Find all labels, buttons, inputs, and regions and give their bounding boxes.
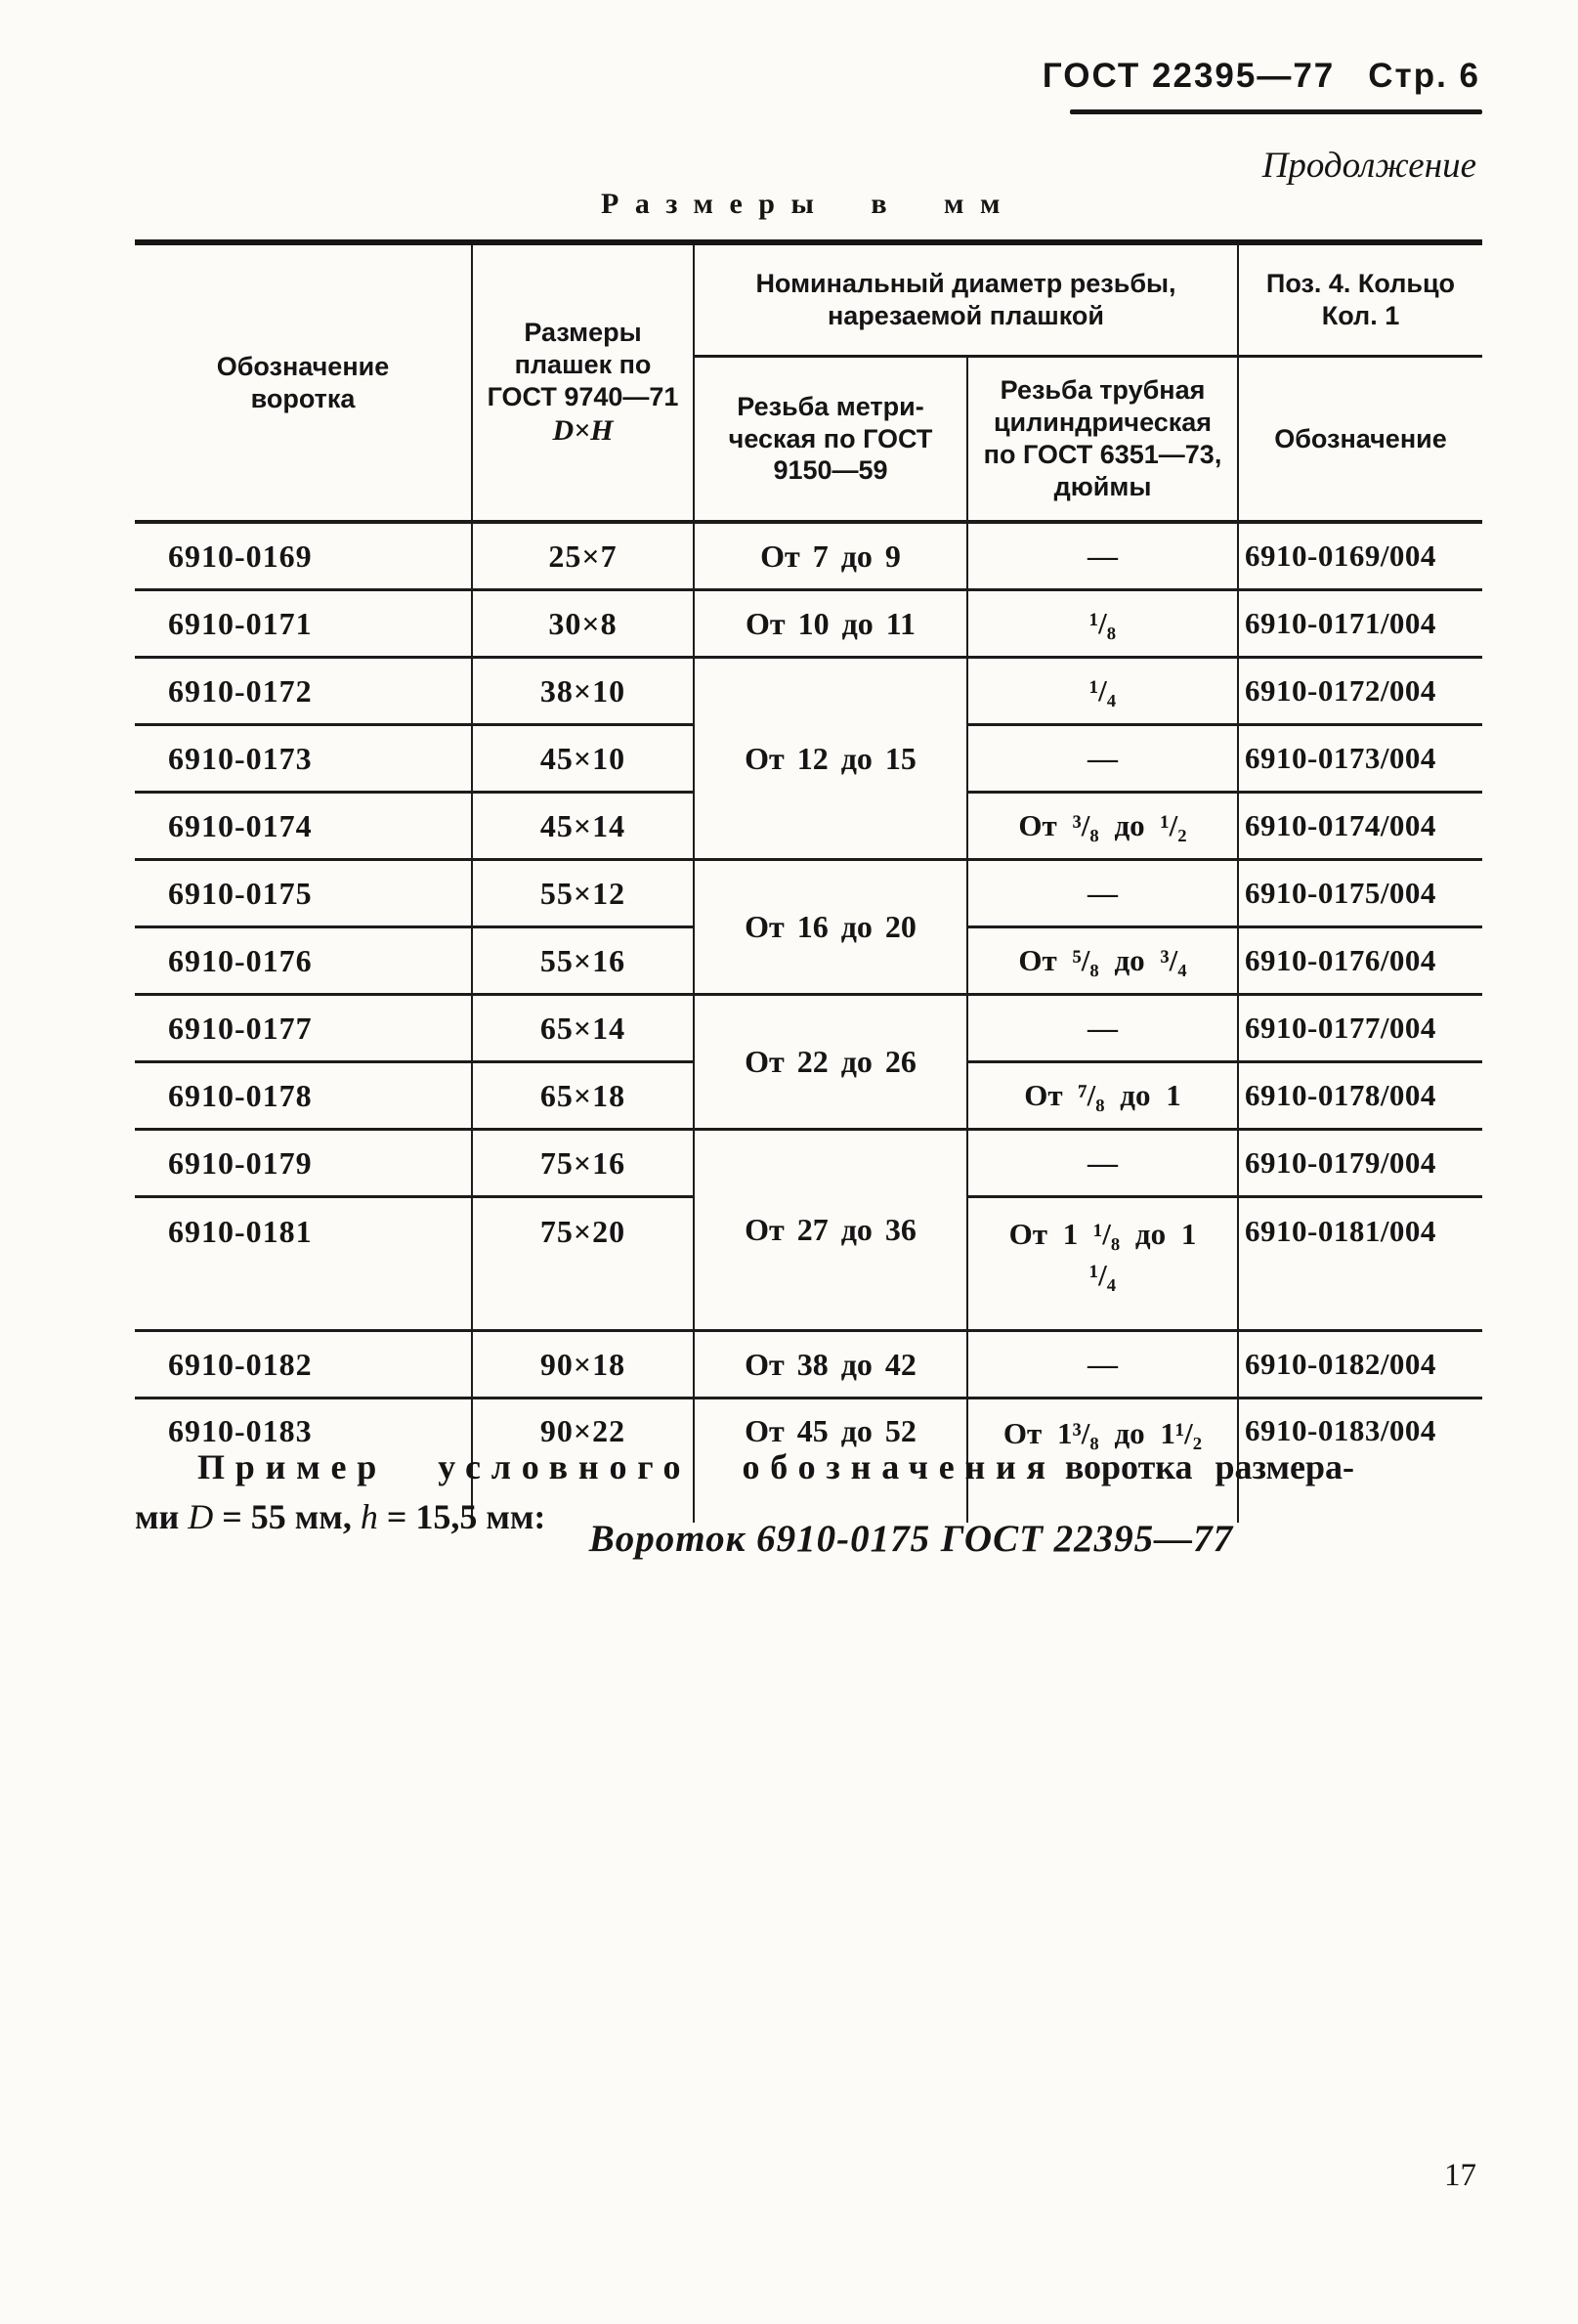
header-rule [1070,109,1482,114]
size-cell: 75×20 [472,1197,694,1331]
designation-cell: 6910-0179 [135,1130,472,1197]
gost-number: ГОСТ 22395—77 [1042,57,1336,95]
page-label: Стр. 6 [1368,57,1480,95]
ring-designation-cell: 6910-0181/004 [1238,1197,1482,1331]
col-header-ring-designation: Обозначение [1238,357,1482,523]
pipe-thread-cell: — [967,995,1238,1062]
pipe-thread-cell: — [967,725,1238,793]
designation-cell: 6910-0178 [135,1062,472,1130]
ring-designation-cell: 6910-0174/004 [1238,793,1482,860]
example-h-var: h [360,1497,378,1537]
header-text-line: 9150—59 [773,455,888,486]
example-intro-rest: воротка размера- [1064,1447,1354,1486]
pipe-thread-cell: — [967,1331,1238,1399]
header-text-line: ГОСТ 9740—71 [487,381,679,411]
size-cell: 55×12 [472,860,694,927]
example-line2-pre: ми [135,1497,189,1537]
header-text-line: Поз. 4. Кольцо [1265,269,1456,299]
header-text-line: нарезаемой плашкой [827,301,1104,330]
col-header-pipe-thread [967,357,1238,523]
col-header-die-sizes [472,242,694,522]
col-header-designation [135,242,472,522]
size-cell: 30×8 [472,590,694,658]
ring-designation-cell: 6910-0175/004 [1238,860,1482,927]
document-header [1043,57,1480,96]
ring-designation-cell: 6910-0182/004 [1238,1331,1482,1399]
size-cell: 90×22 [472,1399,694,1524]
ring-designation-cell: 6910-0171/004 [1238,590,1482,658]
size-cell: 55×16 [472,927,694,995]
metric-thread-cell: От 45 до 52 [694,1399,967,1524]
pipe-thread-cell: — [967,1130,1238,1197]
header-text-line: цилиндрическая [993,408,1213,438]
header-text-line: Резьба метри- [737,391,924,421]
header-text-line: Номинальный диаметр резьбы, [755,269,1176,299]
designation-cell: 6910-0174 [135,793,472,860]
header-row-1 [135,242,1482,357]
header-text-line: воротка [250,383,356,413]
example-d-val: = 55 мм, [213,1497,361,1537]
header-text-line: Кол. 1 [1321,301,1400,330]
metric-thread-cell: От 10 до 11 [694,590,967,658]
pipe-thread-cell: От 1³/₈ до 1¹/₂ [967,1399,1238,1524]
size-cell: 45×10 [472,725,694,793]
ring-designation-cell: 6910-0183/004 [1245,1413,1436,1447]
table-title: Размеры в мм [601,188,1016,220]
size-cell: 38×10 [472,658,694,725]
pipe-thread-cell: От ⁷/₈ до 1 [967,1062,1238,1130]
example-h-val: = 15,5 мм: [377,1497,546,1537]
example-designation: Вороток 6910-0175 ГОСТ 22395—77 [588,1518,1234,1560]
table-header [135,242,1482,522]
metric-thread-cell: От 38 до 42 [694,1331,967,1399]
designation-cell: 6910-0172 [135,658,472,725]
header-text-line: плашек по [514,349,652,379]
continuation-label: Продолжение [1261,146,1476,186]
designation-cell: 6910-0182 [135,1331,472,1399]
metric-thread-cell: От 7 до 9 [694,522,967,590]
dimensions-table [135,239,1482,1523]
ring-designation-cell: 6910-0179/004 [1238,1130,1482,1197]
table-row [135,1331,1482,1399]
designation-cell: 6910-0177 [135,995,472,1062]
designation-cell: 6910-0175 [135,860,472,927]
example-d-var: D [188,1497,214,1537]
ring-designation-cell: 6910-0169/004 [1238,522,1482,590]
ring-designation-cell: 6910-0172/004 [1238,658,1482,725]
size-cell: 45×14 [472,793,694,860]
pipe-thread-cell: От 1 ¹/₈ до 1 ¹/₄ [967,1197,1238,1331]
pipe-thread-cell: ¹/₈ [967,590,1238,658]
table-row [135,1130,1482,1197]
pipe-thread-cell: От ³/₈ до ¹/₂ [967,793,1238,860]
pipe-thread-cell: ¹/₄ [967,658,1238,725]
header-text-line: ческая по ГОСТ [728,423,933,453]
size-cell: 90×18 [472,1331,694,1399]
designation-cell: 6910-0171 [135,590,472,658]
col-header-nominal-diameter [694,242,1238,357]
page-number: 17 [1444,2158,1476,2193]
metric-thread-cell: От 12 до 15 [694,658,967,860]
col-header-pos4-ring [1238,242,1482,357]
metric-thread-cell: От 27 до 36 [694,1130,967,1331]
header-text-line: Размеры [524,317,642,347]
metric-thread-cell: От 22 до 26 [694,995,967,1130]
table-row [135,860,1482,927]
ring-designation-cell: 6910-0177/004 [1238,995,1482,1062]
table-row [135,522,1482,590]
pipe-thread-cell: — [967,860,1238,927]
ring-designation-cell: 6910-0173/004 [1238,725,1482,793]
table-body [135,522,1482,1523]
header-text-line: по ГОСТ 6351—73, [983,440,1222,469]
designation-cell: 6910-0183 [135,1399,472,1524]
example-intro-spaced: Пример условного обозначения [197,1447,1056,1486]
col-header-metric-thread [694,357,967,523]
header-text-line: Резьба трубная [1000,375,1206,406]
designation-cell: 6910-0173 [135,725,472,793]
designation-cell: 6910-0176 [135,927,472,995]
metric-thread-cell: От 16 до 20 [694,860,967,995]
designation-cell: 6910-0181 [135,1197,472,1331]
pipe-thread-cell: — [967,522,1238,590]
ring-designation-cell: 6910-0178/004 [1238,1062,1482,1130]
table-row [135,590,1482,658]
table-row [135,658,1482,725]
header-text-line: дюймы [1053,471,1152,501]
size-cell: 65×18 [472,1062,694,1130]
ring-designation-cell: 6910-0176/004 [1238,927,1482,995]
size-cell: 25×7 [472,522,694,590]
header-text-line: Обозначение [216,351,390,381]
size-cell: 75×16 [472,1130,694,1197]
pipe-thread-cell: От ⁵/₈ до ³/₄ [967,927,1238,995]
size-cell: 65×14 [472,995,694,1062]
designation-cell: 6910-0169 [135,522,472,590]
die-size-formula: D×H [552,413,614,447]
table-row [135,995,1482,1062]
